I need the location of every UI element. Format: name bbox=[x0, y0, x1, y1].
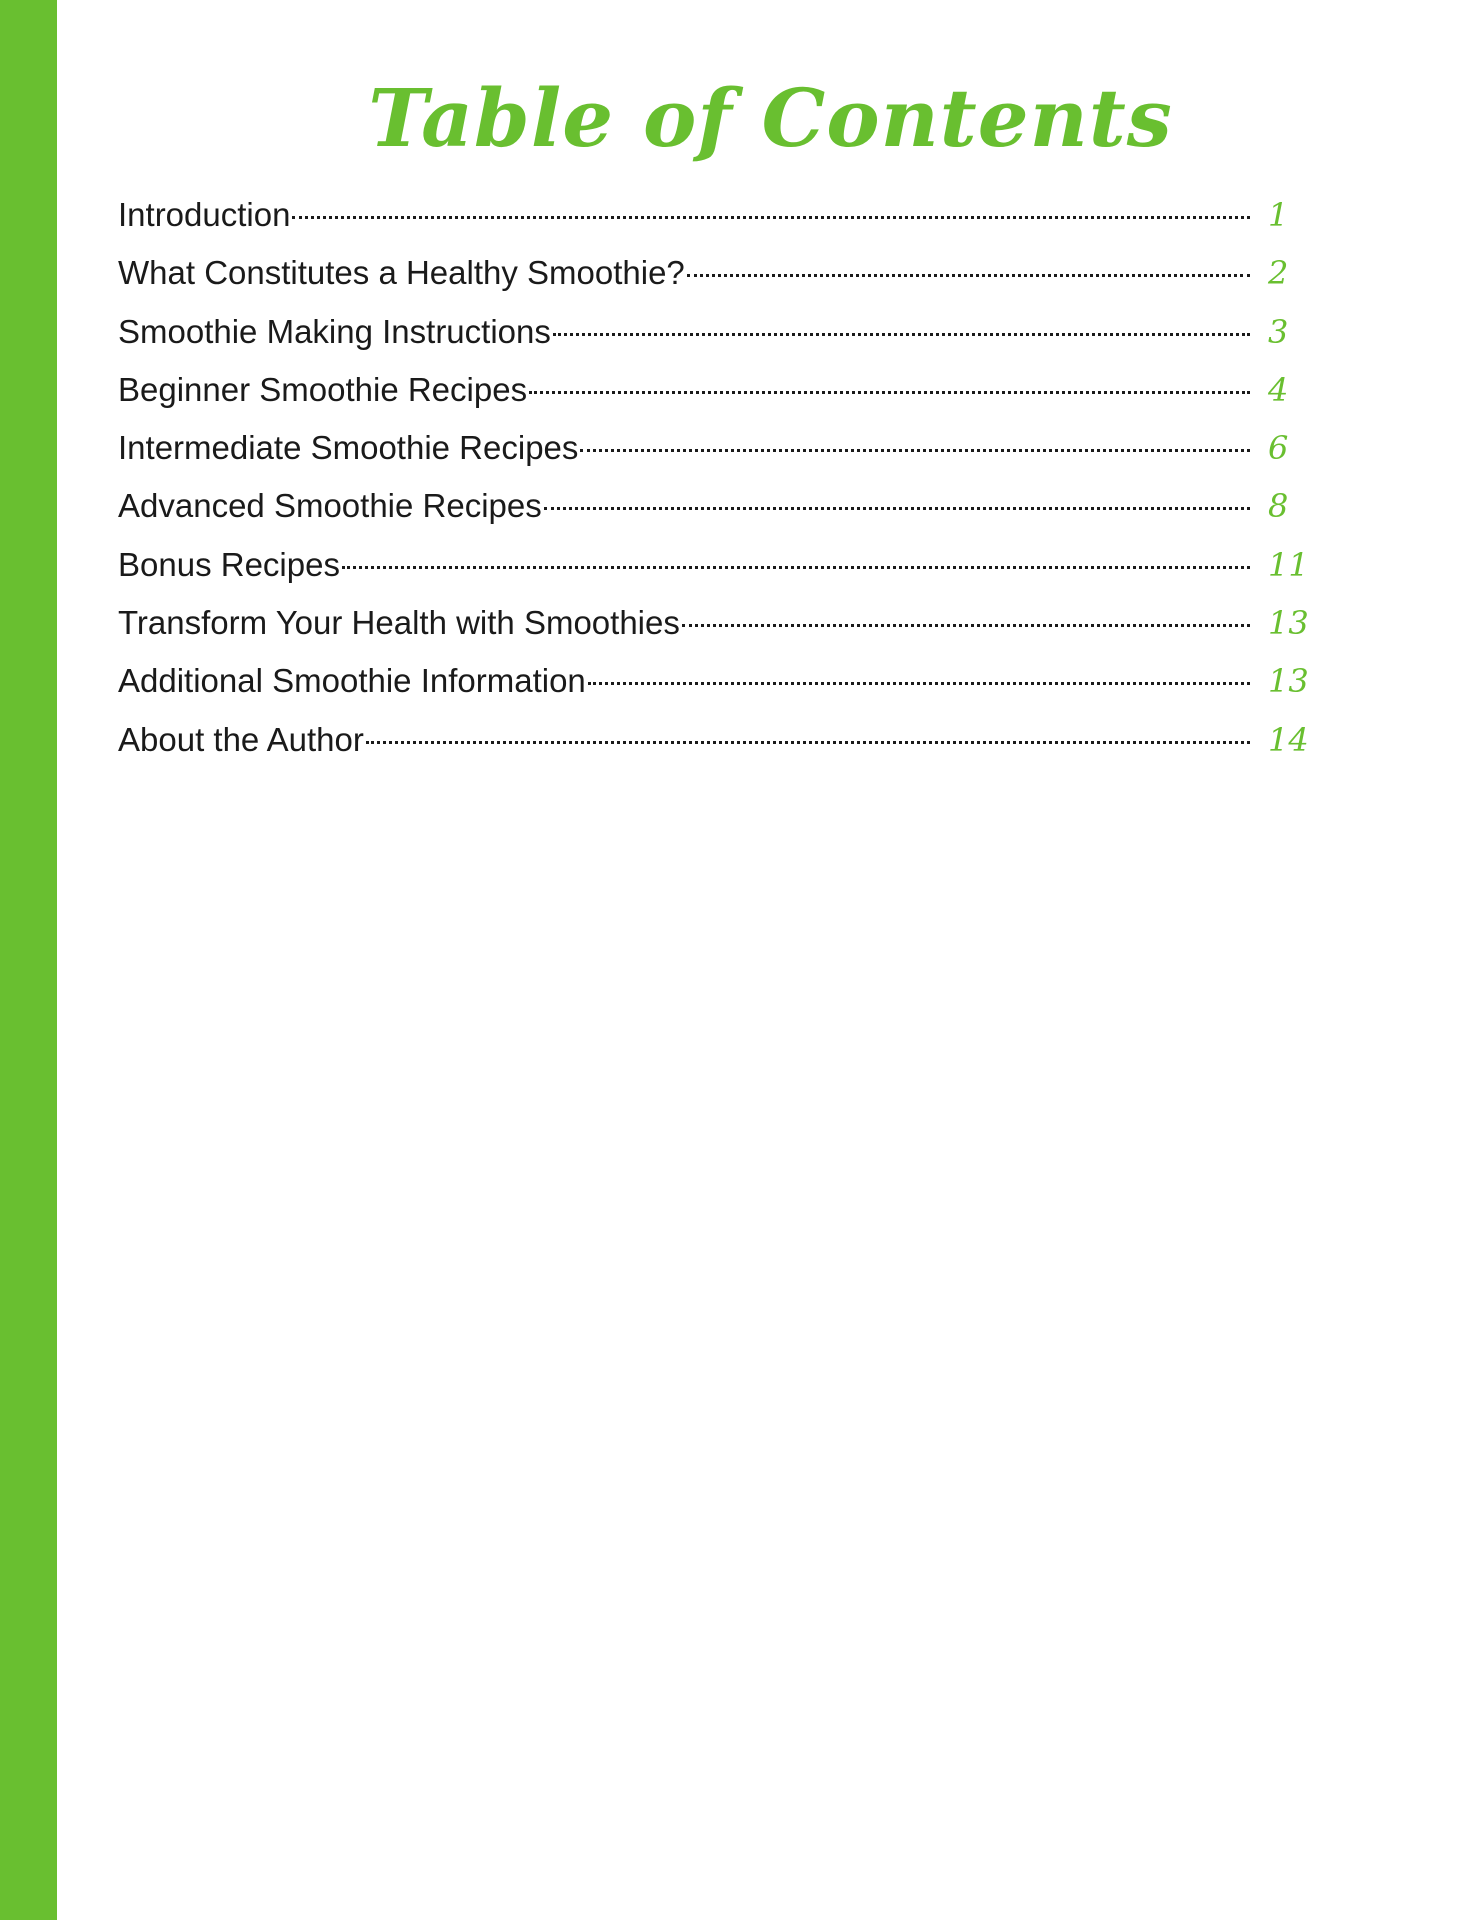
dot-leader bbox=[580, 449, 1250, 452]
toc-entry-page-number: 11 bbox=[1268, 545, 1309, 584]
toc-entry-label: About the Author bbox=[118, 720, 364, 758]
dot-leader bbox=[687, 274, 1250, 277]
toc-entry-label: Introduction bbox=[118, 196, 291, 233]
toc-entry-page-number: 6 bbox=[1268, 429, 1289, 468]
toc-entry[interactable] bbox=[118, 546, 1338, 604]
toc-entry[interactable] bbox=[118, 429, 1338, 487]
toc-entry-label: Smoothie Making Instructions bbox=[118, 312, 551, 350]
toc-entry[interactable] bbox=[118, 313, 1338, 371]
dot-leader bbox=[292, 216, 1250, 219]
toc-entry[interactable] bbox=[118, 662, 1338, 720]
toc-entry-label: Additional Smoothie Information bbox=[118, 662, 586, 700]
toc-entry-label: Advanced Smoothie Recipes bbox=[118, 487, 542, 525]
toc-entry-page-number: 14 bbox=[1268, 720, 1309, 759]
toc-entry[interactable] bbox=[118, 604, 1338, 662]
toc-entry-page-number: 1 bbox=[1268, 196, 1289, 234]
toc-entry-page-number: 2 bbox=[1268, 254, 1289, 293]
dot-leader bbox=[588, 682, 1250, 685]
dot-leader bbox=[682, 624, 1250, 627]
dot-leader bbox=[544, 507, 1250, 510]
toc-entry-label: Bonus Recipes bbox=[118, 545, 340, 583]
toc-entry[interactable] bbox=[118, 721, 1338, 779]
toc-list bbox=[118, 196, 1338, 779]
toc-entry-label: What Constitutes a Healthy Smoothie? bbox=[118, 254, 685, 292]
dot-leader bbox=[553, 333, 1250, 336]
toc-entry[interactable] bbox=[118, 371, 1338, 429]
toc-entry[interactable] bbox=[118, 487, 1338, 545]
toc-entry-page-number: 3 bbox=[1268, 312, 1289, 351]
toc-entry-label: Beginner Smoothie Recipes bbox=[118, 370, 528, 408]
toc-entry-page-number: 13 bbox=[1268, 662, 1309, 701]
toc-entry[interactable] bbox=[118, 254, 1338, 312]
toc-entry-page-number: 13 bbox=[1268, 604, 1309, 643]
dot-leader bbox=[342, 566, 1250, 569]
toc-entry-label: Intermediate Smoothie Recipes bbox=[118, 429, 579, 467]
toc-entry-label: Transform Your Health with Smoothies bbox=[118, 604, 680, 642]
page-title: Table of Contents bbox=[368, 71, 1173, 165]
toc-entry-page-number: 8 bbox=[1268, 487, 1289, 526]
toc-entry-page-number: 4 bbox=[1268, 370, 1289, 409]
toc-entry[interactable] bbox=[118, 196, 1338, 254]
side-accent-bar bbox=[0, 0, 57, 1920]
dot-leader bbox=[366, 741, 1250, 744]
dot-leader bbox=[529, 391, 1250, 394]
